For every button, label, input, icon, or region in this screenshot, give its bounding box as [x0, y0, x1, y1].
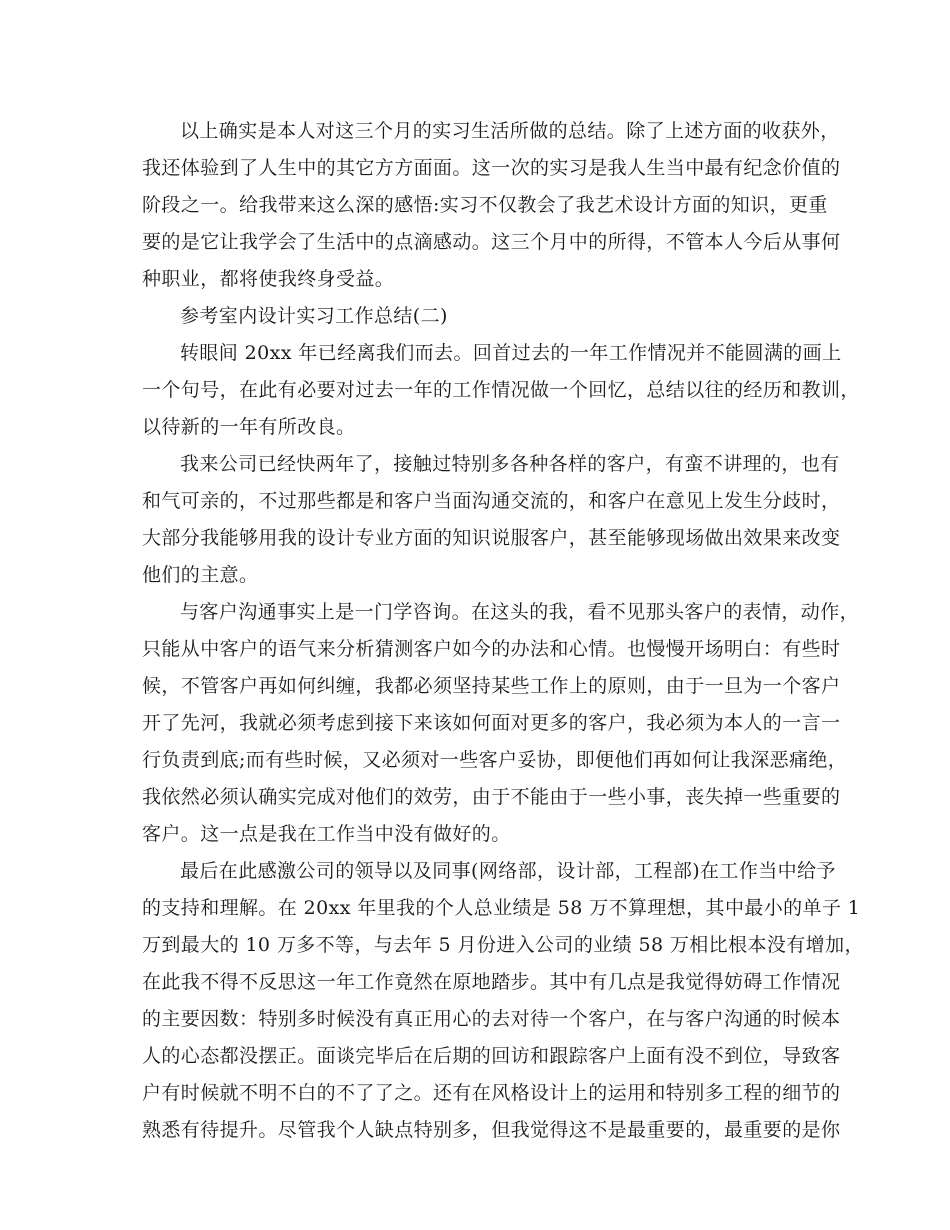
text-line: 熟悉有待提升。尽管我个人缺点特别多，但我觉得这不是最重要的，最重要的是你	[142, 1119, 841, 1141]
text-line: 的主要因数：特别多时候没有真正用心的去对待一个客户，在与客户沟通的时候本	[142, 1008, 841, 1030]
text-line: 以上确实是本人对这三个月的实习生活所做的总结。除了上述方面的收获外，	[180, 120, 840, 142]
text-line: 阶段之一。给我带来这么深的感悟:实习不仅教会了我艺术设计方面的知识，更重	[142, 194, 828, 216]
text-line: 和气可亲的，不过那些都是和客户当面沟通交流的，和客户在意见上发生分歧时，	[142, 490, 841, 512]
text-line: 行负责到底;而有些时候，又必须对一些客户妥协，即便他们再如何让我深恶痛绝，	[142, 749, 848, 771]
text-line: 只能从中客户的语气来分析猜测客户如今的办法和心情。也慢慢开场明白：有些时	[142, 638, 841, 660]
text-line: 我来公司已经快两年了，接触过特别多各种各样的客户，有蛮不讲理的，也有	[180, 453, 840, 475]
text-line: 一个句号，在此有必要对过去一年的工作情况做一个回忆，总结以往的经历和教训，	[142, 379, 860, 401]
text-line: 他们的主意。	[142, 564, 259, 586]
text-line: 最后在此感激公司的领导以及同事(网络部，设计部，工程部)在工作当中给予	[180, 860, 836, 882]
text-line: 的支持和理解。在 20xx 年里我的个人总业绩是 58 万不算理想，其中最小的单子 1	[142, 897, 861, 919]
text-line: 要的是它让我学会了生活中的点滴感动。这三个月中的所得，不管本人今后从事何	[142, 231, 841, 253]
text-line: 大部分我能够用我的设计专业方面的知识说服客户，甚至能够现场做出效果来改变	[142, 527, 841, 549]
text-line: 以待新的一年有所改良。	[142, 416, 356, 438]
text-line: 参考室内设计实习工作总结(二)	[180, 305, 448, 327]
text-line: 转眼间 20xx 年已经离我们而去。回首过去的一年工作情况并不能圆满的画上	[180, 342, 842, 364]
text-line: 户有时候就不明不白的不了了之。还有在风格设计上的运用和特别多工程的细节的	[142, 1082, 841, 1104]
text-line: 与客户沟通事实上是一门学咨询。在这头的我，看不见那头客户的表情，动作，	[180, 601, 860, 623]
document-body	[142, 113, 864, 1149]
text-line: 我依然必须认确实完成对他们的效劳，由于不能由于一些小事，丧失掉一些重要的	[142, 786, 841, 808]
text-line: 万到最大的 10 万多不等，与去年 5 月份进入公司的业绩 58 万相比根本没有增加，	[142, 934, 864, 956]
text-line: 我还体验到了人生中的其它方方面面。这一次的实习是我人生当中最有纪念价值的	[142, 157, 841, 179]
text-line: 候，不管客户再如何纠缠，我都必须坚持某些工作上的原则，由于一旦为一个客户	[142, 675, 841, 697]
text-line: 人的心态都没摆正。面谈完毕后在后期的回访和跟踪客户上面有没不到位，导致客	[142, 1045, 841, 1067]
text-line: 种职业，都将使我终身受益。	[142, 268, 395, 290]
text-line: 开了先河，我就必须考虑到接下来该如何面对更多的客户，我必须为本人的一言一	[142, 712, 841, 734]
text-line: 客户。这一点是我在工作当中没有做好的。	[142, 823, 511, 845]
text-line: 在此我不得不反思这一年工作竟然在原地踏步。其中有几点是我觉得妨碍工作情况	[142, 971, 841, 993]
